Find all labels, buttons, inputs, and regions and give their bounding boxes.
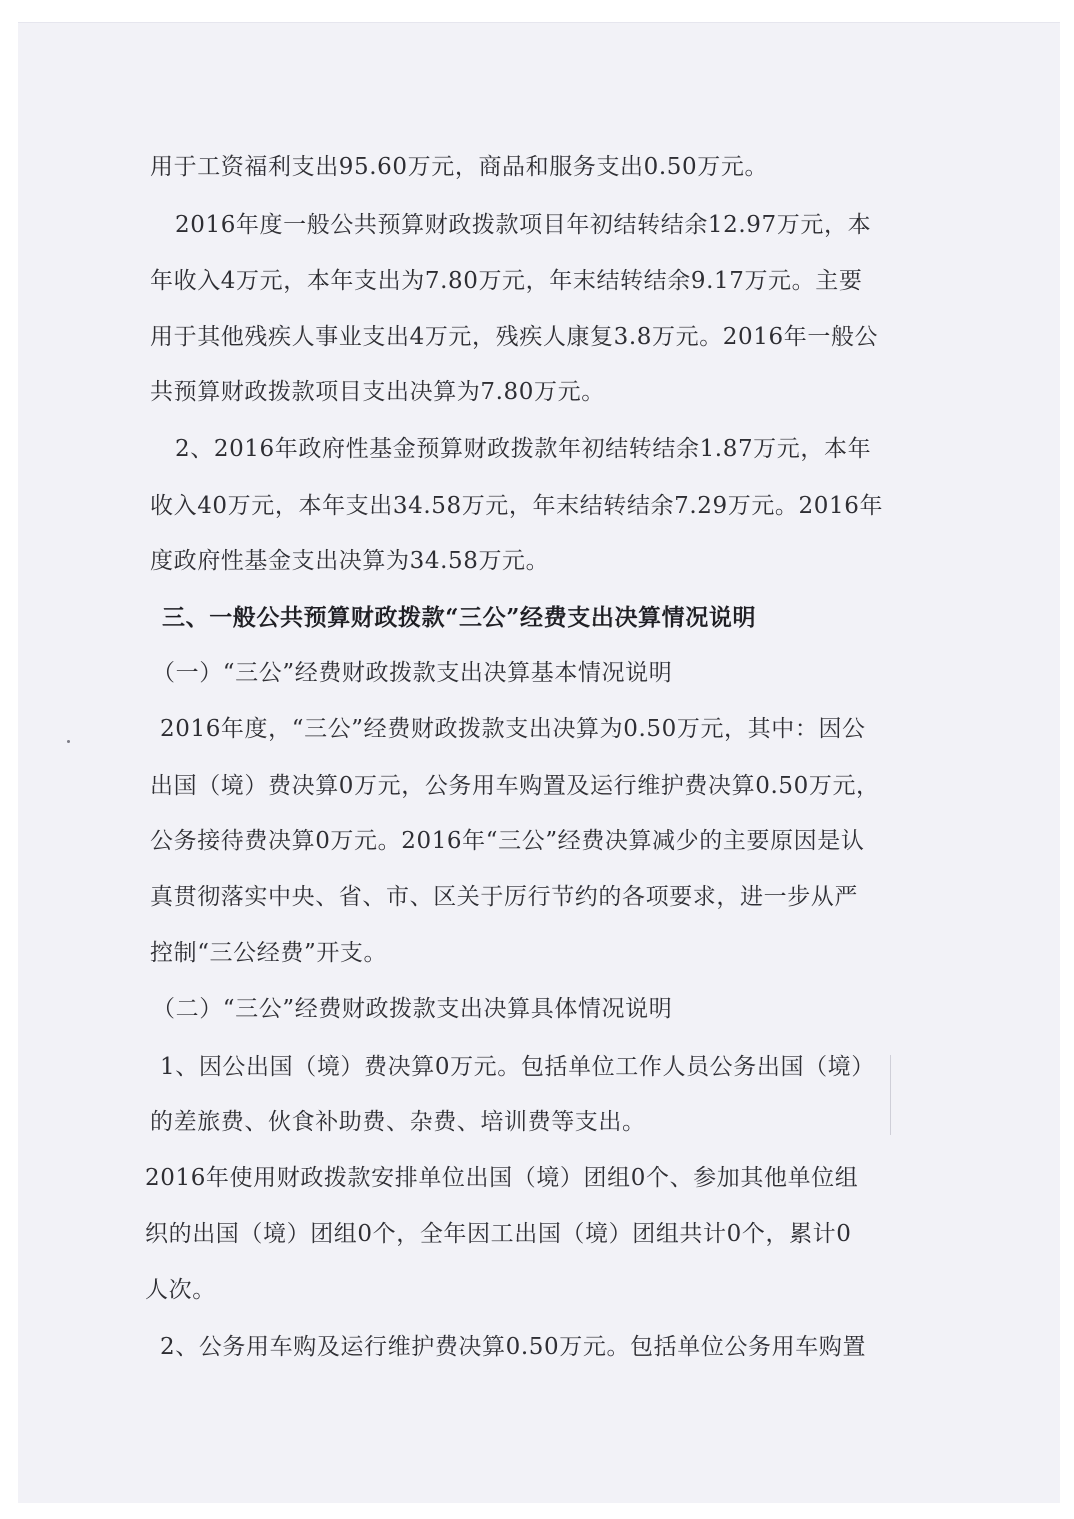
text-line-14: 真贯彻落实中央、省、市、区关于厉行节约的各项要求，进一步从严 (150, 884, 858, 910)
section-heading-three: 三、一般公共预算财政拨款“三公”经费支出决算情况说明 (162, 604, 757, 631)
text-line-17: 1、因公出国（境）费决算0万元。包括单位工作人员公务出国（境） (160, 1054, 875, 1080)
text-line-21: 人次。 (145, 1277, 216, 1303)
text-line-5: 共预算财政拨款项目支出决算为7.80万元。 (150, 379, 605, 405)
text-line-6: 2、2016年政府性基金预算财政拨款年初结转结余1.87万元，本年 (175, 436, 872, 462)
subheading-two: （二）“三公”经费财政拨款支出决算具体情况说明 (152, 996, 673, 1022)
text-line-20: 织的出国（境）团组0个，全年因工出国（境）团组共计0个，累计0 (145, 1221, 852, 1247)
text-line-1: 用于工资福利支出95.60万元，商品和服务支出0.50万元。 (150, 154, 769, 180)
text-line-15: 控制“三公经费”开支。 (150, 940, 388, 966)
text-line-12: 出国（境）费决算0万元，公务用车购置及运行维护费决算0.50万元， (150, 773, 880, 799)
text-line-7: 收入40万元，本年支出34.58万元，年末结转结余7.29万元。2016年 (150, 493, 884, 519)
text-line-11: 2016年度，“三公”经费财政拨款支出决算为0.50万元，其中：因公 (160, 716, 866, 742)
text-line-3: 年收入4万元，本年支出为7.80万元，年末结转结余9.17万元。主要 (150, 268, 863, 294)
text-line-4: 用于其他残疾人事业支出4万元，残疾人康复3.8万元。2016年一般公 (150, 324, 879, 350)
text-line-19: 2016年使用财政拨款安排单位出国（境）团组0个、参加其他单位组 (145, 1165, 859, 1191)
scan-speck (67, 740, 70, 743)
subheading-one: （一）“三公”经费财政拨款支出决算基本情况说明 (152, 660, 673, 686)
text-line-2: 2016年度一般公共预算财政拨款项目年初结转结余12.97万元，本 (175, 212, 872, 238)
text-line-18: 的差旅费、伙食补助费、杂费、培训费等支出。 (150, 1109, 646, 1135)
scan-edge-mark (890, 1055, 891, 1135)
text-line-13: 公务接待费决算0万元。2016年“三公”经费决算减少的主要原因是认 (150, 828, 865, 854)
text-line-8: 度政府性基金支出决算为34.58万元。 (150, 548, 550, 574)
text-line-22: 2、公务用车购及运行维护费决算0.50万元。包括单位公务用车购置 (160, 1334, 867, 1360)
